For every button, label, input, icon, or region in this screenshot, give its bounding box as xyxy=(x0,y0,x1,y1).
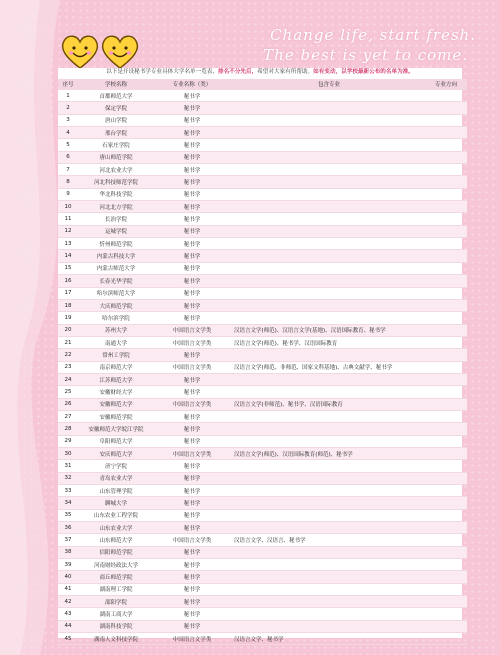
cell-direction xyxy=(425,386,467,398)
cell-major: 秘书学 xyxy=(154,287,230,299)
cell-direction xyxy=(425,151,467,163)
cell-school: 聊城大学 xyxy=(78,497,154,509)
cell-number: 8 xyxy=(58,176,78,188)
cell-school: 唐山师范学院 xyxy=(78,151,154,163)
cell-major: 秘书学 xyxy=(154,349,230,361)
cell-number: 6 xyxy=(58,151,78,163)
cell-major: 中国语言文学类 xyxy=(154,633,230,645)
cell-school: 安庆师范大学 xyxy=(78,447,154,459)
cell-major: 秘书学 xyxy=(154,127,230,139)
intro-highlight-1: 排名不分先后， xyxy=(218,69,258,75)
cell-direction xyxy=(425,472,467,484)
cell-direction xyxy=(425,620,467,632)
cell-direction xyxy=(425,114,467,126)
table-row xyxy=(58,485,467,497)
table-row xyxy=(58,90,467,102)
cell-number: 19 xyxy=(58,312,78,324)
cell-major: 秘书学 xyxy=(154,608,230,620)
table-row xyxy=(58,262,467,274)
cell-included xyxy=(230,435,425,447)
table-body xyxy=(58,90,467,645)
cell-major: 中国语言文学类 xyxy=(154,534,230,546)
table-row xyxy=(58,225,467,237)
cell-included xyxy=(230,472,425,484)
cell-direction xyxy=(425,201,467,213)
cell-direction xyxy=(425,497,467,509)
cell-number: 16 xyxy=(58,275,78,287)
cell-number: 34 xyxy=(58,497,78,509)
cell-number: 45 xyxy=(58,633,78,645)
cell-major: 中国语言文学类 xyxy=(154,447,230,459)
cell-major: 秘书学 xyxy=(154,238,230,250)
cell-included xyxy=(230,287,425,299)
cell-major: 秘书学 xyxy=(154,275,230,287)
cell-major: 秘书学 xyxy=(154,620,230,632)
cell-direction xyxy=(425,447,467,459)
cell-direction xyxy=(425,299,467,311)
table-row xyxy=(58,571,467,583)
cell-school: 安徽财经大学 xyxy=(78,386,154,398)
table-row xyxy=(58,596,467,608)
cell-number: 25 xyxy=(58,386,78,398)
cell-major: 秘书学 xyxy=(154,201,230,213)
cell-number: 33 xyxy=(58,485,78,497)
cell-number: 17 xyxy=(58,287,78,299)
cell-school: 河南财经政法大学 xyxy=(78,559,154,571)
cell-number: 10 xyxy=(58,201,78,213)
cell-number: 2 xyxy=(58,102,78,114)
cell-number: 41 xyxy=(58,583,78,595)
intro-text xyxy=(58,68,462,79)
cell-major: 秘书学 xyxy=(154,312,230,324)
cell-number: 5 xyxy=(58,139,78,151)
cell-direction xyxy=(425,324,467,336)
cell-direction xyxy=(425,534,467,546)
cell-direction xyxy=(425,188,467,200)
table-row xyxy=(58,151,467,163)
cell-number: 22 xyxy=(58,349,78,361)
cell-school: 河北科技师范学院 xyxy=(78,176,154,188)
cell-included xyxy=(230,620,425,632)
cell-number: 29 xyxy=(58,435,78,447)
cell-included xyxy=(230,238,425,250)
cell-major: 秘书学 xyxy=(154,485,230,497)
cell-major: 秘书学 xyxy=(154,114,230,126)
cell-included xyxy=(230,250,425,262)
cell-direction xyxy=(425,127,467,139)
table-row xyxy=(58,373,467,385)
cell-school: 运城学院 xyxy=(78,225,154,237)
cell-included xyxy=(230,299,425,311)
table-row xyxy=(58,361,467,373)
table-row xyxy=(58,435,467,447)
cell-number: 18 xyxy=(58,299,78,311)
cell-direction xyxy=(425,139,467,151)
cell-number: 43 xyxy=(58,608,78,620)
cell-school: 长治学院 xyxy=(78,213,154,225)
table-row xyxy=(58,472,467,484)
slogan-line-1: Change life, start fresh. xyxy=(270,26,476,44)
cell-included xyxy=(230,522,425,534)
cell-major: 秘书学 xyxy=(154,472,230,484)
table-row xyxy=(58,633,467,645)
table-row xyxy=(58,164,467,176)
cell-included xyxy=(230,114,425,126)
table-row xyxy=(58,287,467,299)
table-row xyxy=(58,522,467,534)
cell-included xyxy=(230,583,425,595)
cell-direction xyxy=(425,435,467,447)
cell-direction xyxy=(425,633,467,645)
cell-direction xyxy=(425,398,467,410)
cell-direction xyxy=(425,238,467,250)
content-panel xyxy=(58,68,462,643)
cell-major: 秘书学 xyxy=(154,596,230,608)
cell-school: 邢台学院 xyxy=(78,127,154,139)
table-row xyxy=(58,497,467,509)
cell-direction xyxy=(425,608,467,620)
intro-part-2: 希望对大家有所帮助。 xyxy=(257,69,314,75)
table-row xyxy=(58,423,467,435)
cell-included xyxy=(230,225,425,237)
cell-direction xyxy=(425,250,467,262)
cell-included xyxy=(230,164,425,176)
cell-school: 华北科技学院 xyxy=(78,188,154,200)
cell-included: 汉语言文学(师范)、汉语言文学(基地)、汉语国际教育、秘书学 xyxy=(230,324,425,336)
cell-school: 河北北方学院 xyxy=(78,201,154,213)
table-row xyxy=(58,559,467,571)
slogan-line-2: The best is yet to come. xyxy=(263,46,468,64)
cell-included xyxy=(230,596,425,608)
cell-number: 26 xyxy=(58,398,78,410)
cell-number: 27 xyxy=(58,410,78,422)
cell-number: 32 xyxy=(58,472,78,484)
cell-major: 秘书学 xyxy=(154,373,230,385)
table-row xyxy=(58,534,467,546)
cell-included xyxy=(230,151,425,163)
cell-school: 哈尔滨师范大学 xyxy=(78,287,154,299)
cell-direction xyxy=(425,522,467,534)
cell-direction xyxy=(425,349,467,361)
cell-direction xyxy=(425,176,467,188)
cell-major: 秘书学 xyxy=(154,546,230,558)
cell-number: 13 xyxy=(58,238,78,250)
cell-number: 37 xyxy=(58,534,78,546)
cell-major: 秘书学 xyxy=(154,423,230,435)
cell-school: 济宁学院 xyxy=(78,460,154,472)
table-row xyxy=(58,176,467,188)
cell-major: 秘书学 xyxy=(154,386,230,398)
cell-school: 安徽师范大学皖江学院 xyxy=(78,423,154,435)
cell-included: 汉语言文学、秘书学 xyxy=(230,633,425,645)
cell-school: 阜阳师范大学 xyxy=(78,435,154,447)
cell-school: 哈尔滨学院 xyxy=(78,312,154,324)
cell-number: 31 xyxy=(58,460,78,472)
cell-included xyxy=(230,509,425,521)
cell-direction xyxy=(425,90,467,102)
cell-school: 邵阳学院 xyxy=(78,596,154,608)
cell-school: 湖南理工学院 xyxy=(78,583,154,595)
cell-number: 23 xyxy=(58,361,78,373)
cell-school: 山东农业工程学院 xyxy=(78,509,154,521)
cell-number: 12 xyxy=(58,225,78,237)
cell-school: 大庆师范学院 xyxy=(78,299,154,311)
table-row xyxy=(58,324,467,336)
cell-major: 中国语言文学类 xyxy=(154,336,230,348)
cell-direction xyxy=(425,287,467,299)
cell-school: 忻州师范学院 xyxy=(78,238,154,250)
cell-major: 秘书学 xyxy=(154,559,230,571)
table-header-row xyxy=(58,79,467,90)
cell-school: 山东农业大学 xyxy=(78,522,154,534)
cell-included xyxy=(230,546,425,558)
cell-major: 中国语言文学类 xyxy=(154,324,230,336)
cell-school: 唐山学院 xyxy=(78,114,154,126)
cell-included xyxy=(230,410,425,422)
cell-included xyxy=(230,127,425,139)
cell-number: 11 xyxy=(58,213,78,225)
table-row xyxy=(58,188,467,200)
cell-included xyxy=(230,559,425,571)
cell-number: 24 xyxy=(58,373,78,385)
table-row xyxy=(58,410,467,422)
cell-direction xyxy=(425,596,467,608)
cell-school: 南京师范大学 xyxy=(78,361,154,373)
cell-number: 36 xyxy=(58,522,78,534)
col-header-school: 学校名称 xyxy=(78,79,154,90)
cell-included xyxy=(230,90,425,102)
cell-major: 秘书学 xyxy=(154,571,230,583)
cell-major: 秘书学 xyxy=(154,164,230,176)
cell-included xyxy=(230,201,425,213)
cell-school: 常州工学院 xyxy=(78,349,154,361)
cell-school: 青岛农业大学 xyxy=(78,472,154,484)
cell-number: 35 xyxy=(58,509,78,521)
cell-number: 21 xyxy=(58,336,78,348)
cell-school: 商丘师范学院 xyxy=(78,571,154,583)
cell-included xyxy=(230,460,425,472)
cell-school: 河北农业大学 xyxy=(78,164,154,176)
cell-included xyxy=(230,497,425,509)
cell-number: 44 xyxy=(58,620,78,632)
cell-included xyxy=(230,102,425,114)
cell-included xyxy=(230,423,425,435)
cell-included xyxy=(230,608,425,620)
cell-number: 20 xyxy=(58,324,78,336)
cell-included xyxy=(230,275,425,287)
table-row xyxy=(58,349,467,361)
table-row xyxy=(58,139,467,151)
table-row xyxy=(58,213,467,225)
cell-direction xyxy=(425,571,467,583)
cell-school: 安徽师范大学 xyxy=(78,398,154,410)
cell-direction xyxy=(425,213,467,225)
table-row xyxy=(58,447,467,459)
cell-direction xyxy=(425,361,467,373)
table-row xyxy=(58,299,467,311)
cell-number: 3 xyxy=(58,114,78,126)
cell-number: 42 xyxy=(58,596,78,608)
cell-major: 秘书学 xyxy=(154,102,230,114)
cell-included: 汉语言文学、汉语言、秘书学 xyxy=(230,534,425,546)
cell-major: 秘书学 xyxy=(154,188,230,200)
cell-school: 山东师范大学 xyxy=(78,534,154,546)
cell-major: 中国语言文学类 xyxy=(154,361,230,373)
cell-number: 14 xyxy=(58,250,78,262)
table-row xyxy=(58,114,467,126)
cell-school: 苏州大学 xyxy=(78,324,154,336)
cell-school: 内蒙古科技大学 xyxy=(78,250,154,262)
cell-included xyxy=(230,485,425,497)
cell-direction xyxy=(425,262,467,274)
cell-school: 内蒙古师范大学 xyxy=(78,262,154,274)
cell-direction xyxy=(425,423,467,435)
cell-major: 秘书学 xyxy=(154,176,230,188)
cell-major: 秘书学 xyxy=(154,213,230,225)
intro-part-1: 以下是开设秘书学专业具体大学名单一览表， xyxy=(106,69,219,75)
col-header-included: 包含专业 xyxy=(230,79,425,90)
cell-included xyxy=(230,139,425,151)
cell-direction xyxy=(425,225,467,237)
table-row xyxy=(58,275,467,287)
cell-number: 4 xyxy=(58,127,78,139)
cell-included xyxy=(230,213,425,225)
cell-major: 秘书学 xyxy=(154,250,230,262)
cell-school: 安徽师范学院 xyxy=(78,410,154,422)
cell-school: 信阳师范学院 xyxy=(78,546,154,558)
cell-included: 汉语言文学(师范)、汉语国际教育(师范)、秘书学 xyxy=(230,447,425,459)
cell-number: 39 xyxy=(58,559,78,571)
cell-included: 汉语言文学(非师范)、秘书学、汉语国际教育 xyxy=(230,398,425,410)
col-header-number: 序号 xyxy=(58,79,78,90)
table-row xyxy=(58,102,467,114)
table-row xyxy=(58,398,467,410)
cell-direction xyxy=(425,312,467,324)
cell-major: 秘书学 xyxy=(154,225,230,237)
cell-major: 秘书学 xyxy=(154,583,230,595)
cell-direction xyxy=(425,546,467,558)
cell-major: 秘书学 xyxy=(154,410,230,422)
cell-included xyxy=(230,188,425,200)
cell-school: 山东管理学院 xyxy=(78,485,154,497)
table-row xyxy=(58,608,467,620)
cell-direction xyxy=(425,164,467,176)
cell-direction xyxy=(425,373,467,385)
cell-major: 中国语言文学类 xyxy=(154,398,230,410)
table-row xyxy=(58,336,467,348)
cell-school: 湖南人文科技学院 xyxy=(78,633,154,645)
cell-direction xyxy=(425,509,467,521)
table-row xyxy=(58,238,467,250)
table-row xyxy=(58,250,467,262)
cell-major: 秘书学 xyxy=(154,497,230,509)
cell-direction xyxy=(425,102,467,114)
cell-school: 石家庄学院 xyxy=(78,139,154,151)
table-row xyxy=(58,509,467,521)
table-row xyxy=(58,201,467,213)
cell-major: 秘书学 xyxy=(154,509,230,521)
cell-included xyxy=(230,176,425,188)
cell-school: 南通大学 xyxy=(78,336,154,348)
cell-major: 秘书学 xyxy=(154,460,230,472)
cell-school: 保定学院 xyxy=(78,102,154,114)
cell-number: 30 xyxy=(58,447,78,459)
cell-major: 秘书学 xyxy=(154,90,230,102)
cell-school: 湖南科技学院 xyxy=(78,620,154,632)
cell-major: 秘书学 xyxy=(154,522,230,534)
cell-direction xyxy=(425,275,467,287)
cell-school: 首都师范大学 xyxy=(78,90,154,102)
cell-major: 秘书学 xyxy=(154,299,230,311)
cell-number: 28 xyxy=(58,423,78,435)
cell-included: 汉语言文学(师范)、秘书学、汉语国际教育 xyxy=(230,336,425,348)
cell-included xyxy=(230,571,425,583)
cell-number: 38 xyxy=(58,546,78,558)
table-row xyxy=(58,460,467,472)
table-row xyxy=(58,312,467,324)
cell-number: 40 xyxy=(58,571,78,583)
cell-number: 15 xyxy=(58,262,78,274)
cell-direction xyxy=(425,336,467,348)
smiling-hearts-icon xyxy=(58,30,144,72)
table-row xyxy=(58,620,467,632)
cell-included xyxy=(230,312,425,324)
cell-major: 秘书学 xyxy=(154,435,230,447)
cell-direction xyxy=(425,583,467,595)
cell-school: 江苏师范大学 xyxy=(78,373,154,385)
table-row xyxy=(58,386,467,398)
cell-included xyxy=(230,349,425,361)
table-row xyxy=(58,546,467,558)
cell-major: 秘书学 xyxy=(154,262,230,274)
col-header-major: 专业名称（类） xyxy=(154,79,230,90)
cell-school: 湖南工商大学 xyxy=(78,608,154,620)
cell-included xyxy=(230,262,425,274)
cell-number: 1 xyxy=(58,90,78,102)
cell-number: 7 xyxy=(58,164,78,176)
cell-major: 秘书学 xyxy=(154,151,230,163)
table-row xyxy=(58,127,467,139)
cell-direction xyxy=(425,410,467,422)
cell-school: 长春光华学院 xyxy=(78,275,154,287)
cell-included xyxy=(230,373,425,385)
cell-direction xyxy=(425,485,467,497)
intro-highlight-2: 如有变动，以学校最新公布的名单为准。 xyxy=(313,69,414,75)
cell-included: 汉语言文学(师范、非师范、国家文科基地)、古典文献学、秘书学 xyxy=(230,361,425,373)
school-table xyxy=(58,79,467,645)
cell-direction xyxy=(425,460,467,472)
cell-direction xyxy=(425,559,467,571)
cell-major: 秘书学 xyxy=(154,139,230,151)
table-row xyxy=(58,583,467,595)
cell-included xyxy=(230,386,425,398)
col-header-direction: 专业方向 xyxy=(425,79,467,90)
cell-number: 9 xyxy=(58,188,78,200)
